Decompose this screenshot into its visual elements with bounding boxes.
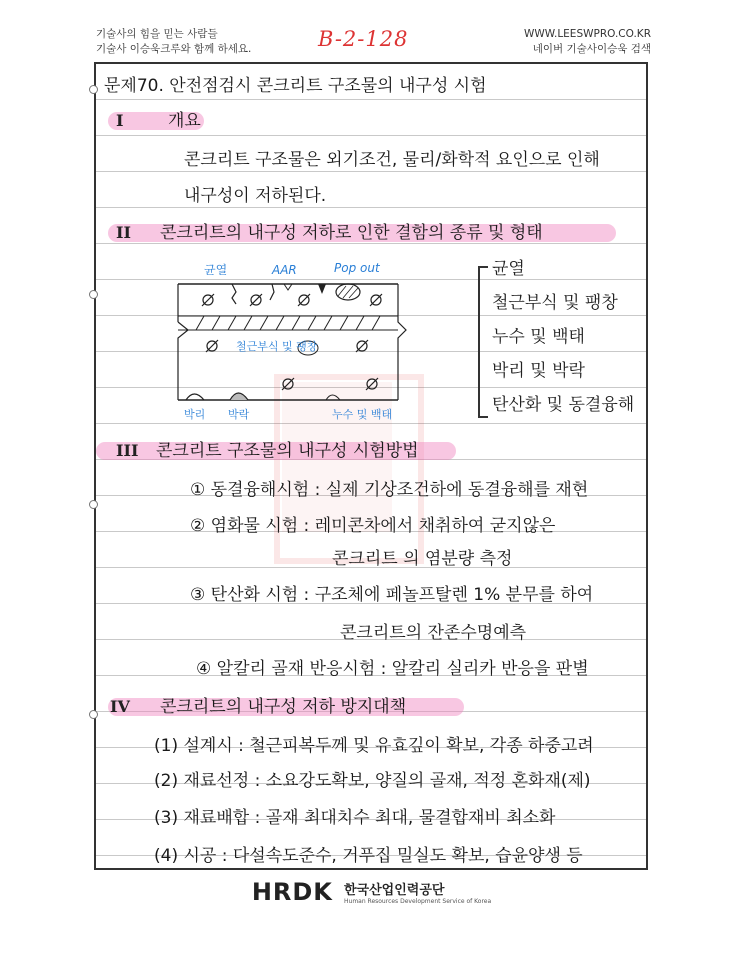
label-aar: AAR xyxy=(272,263,297,277)
label-leak: 누수 및 백태 xyxy=(332,408,393,420)
hrdk-logo: HRDK xyxy=(251,878,333,906)
defect-diagram xyxy=(176,260,466,420)
section-3-heading xyxy=(116,434,646,468)
org-name-korean: 한국산업인력공단 xyxy=(344,883,445,898)
list-bracket xyxy=(478,266,488,418)
measure-material: (2) 재료선정 : 소요강도확보, 양질의 골재, 적정 혼화재(제) xyxy=(154,771,591,791)
section-1-number: I xyxy=(116,111,124,130)
binder-ring xyxy=(89,710,98,719)
slogan-line-1: 기술사의 힘을 믿는 사람들 xyxy=(96,28,218,40)
defect-item-2: 철근부식 및 팽창 xyxy=(492,293,618,313)
defect-item-3: 누수 및 백태 xyxy=(492,327,585,347)
header-website xyxy=(524,27,651,57)
test-chloride-cont: 콘크리트 의 염분량 측정 xyxy=(332,549,513,569)
measure-construction: (4) 시공 : 다설속도준수, 거푸집 밀실도 확보, 습윤양생 등 xyxy=(154,846,583,866)
section-4-number: IV xyxy=(110,697,130,716)
label-popout: Pop out xyxy=(334,261,380,275)
org-name-english: Human Resources Development Service of Korea xyxy=(344,898,492,905)
label-delamination: 박락 xyxy=(228,408,250,420)
overview-line-1: 콘크리트 구조물은 외기조건, 물리/화학적 요인으로 인해 xyxy=(184,150,600,170)
defect-item-4: 박리 및 박락 xyxy=(492,361,585,381)
org-name xyxy=(344,879,491,905)
section-4-title: 콘크리트의 내구성 저하 방지대책 xyxy=(160,697,407,717)
test-chloride: ② 염화물 시험 : 레미콘차에서 채취하여 굳지않은 xyxy=(190,516,556,536)
overview-line-2: 내구성이 저하된다. xyxy=(184,186,327,206)
slogan-line-2: 기술사 이승욱크루와 함께 하세요. xyxy=(96,43,252,55)
section-2-number: II xyxy=(116,223,131,242)
section-1-heading xyxy=(116,104,646,138)
note-sheet xyxy=(94,62,648,870)
binder-ring xyxy=(89,290,98,299)
label-rebar-corrosion: 철근부식 및 팽창 xyxy=(236,340,318,353)
footer-branding xyxy=(0,878,743,918)
label-spalling: 박리 xyxy=(184,408,206,420)
binder-ring xyxy=(89,85,98,94)
test-carbonation-cont: 콘크리트의 잔존수명예측 xyxy=(340,623,527,643)
section-2-title: 콘크리트의 내구성 저하로 인한 결함의 종류 및 형태 xyxy=(160,223,543,243)
naver-search-hint: 네이버 기술사이승욱 검색 xyxy=(532,43,651,55)
section-1-title: 개요 xyxy=(168,111,201,131)
test-alkali-aggregate: ④ 알칼리 골재 반응시험 : 알칼리 실리카 반응을 판별 xyxy=(196,659,589,679)
test-carbonation: ③ 탄산화 시험 : 구조체에 페놀프탈렌 1% 분무를 하여 xyxy=(190,585,594,605)
website-url[interactable]: WWW.LEESWPRO.CO.KR xyxy=(524,28,651,40)
section-2-heading xyxy=(116,216,646,250)
question-title: 문제70. 안전점검시 콘크리트 구조물의 내구성 시험 xyxy=(104,76,487,96)
document-code: B-2-128 xyxy=(318,27,409,51)
test-freeze-thaw: ① 동결융해시험 : 실제 기상조건하에 동결융해를 재현 xyxy=(190,480,589,500)
measure-design: (1) 설계시 : 철근피복두께 및 유효깊이 확보, 각종 하중고려 xyxy=(154,736,594,756)
measure-mix: (3) 재료배합 : 골재 최대치수 최대, 물결합재비 최소화 xyxy=(154,808,556,828)
label-crack: 균열 xyxy=(204,263,228,277)
defect-item-5: 탄산화 및 동결융해 xyxy=(492,395,635,415)
defect-item-1: 균열 xyxy=(492,259,525,279)
section-3-number: III xyxy=(116,441,139,460)
binder-ring xyxy=(89,500,98,509)
header-slogan xyxy=(96,27,251,57)
section-4-heading xyxy=(110,690,646,724)
section-3-title: 콘크리트 구조물의 내구성 시험방법 xyxy=(156,441,419,461)
